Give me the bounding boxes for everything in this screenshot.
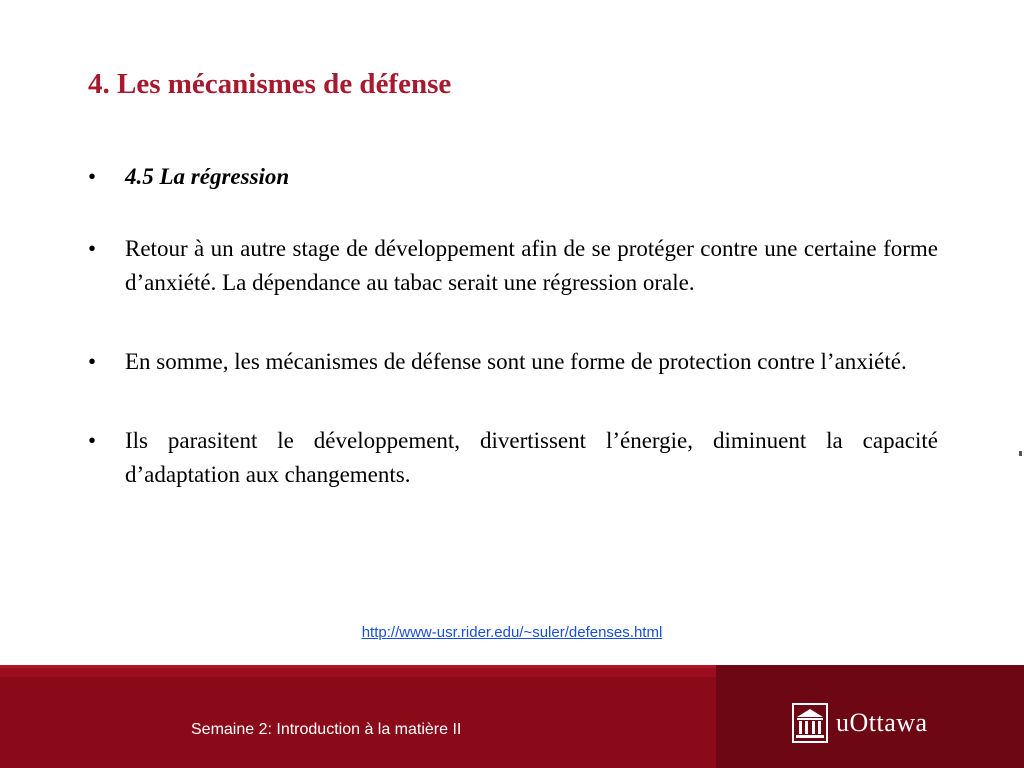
bullet-marker: • — [88, 236, 97, 261]
bullet-item-subtitle — [88, 160, 938, 194]
footer-band — [0, 677, 716, 768]
bullet-marker: • — [88, 349, 97, 374]
bullet-item-summary — [88, 345, 938, 379]
bullet-text: En somme, les mécanismes de défense sont une forme de protection contre l’anxiété. — [125, 349, 907, 374]
source-link[interactable]: http://www-usr.rider.edu/~suler/defenses.html — [361, 624, 663, 641]
slide-title: 4. Les mécanismes de défense — [88, 68, 452, 100]
logo-wordmark: uOttawa — [836, 708, 928, 737]
bullet-item-regression-definition — [88, 232, 938, 300]
bullet-marker: • — [88, 164, 97, 189]
bullet-text: 4.5 La régression — [125, 164, 290, 189]
footer-course-text: Semaine 2: Introduction à la matière II — [191, 721, 462, 738]
edge-mark — [1019, 451, 1022, 456]
university-building-icon — [792, 703, 828, 743]
bullet-list — [88, 160, 938, 492]
bullet-marker: • — [88, 428, 97, 453]
footer — [0, 665, 1024, 768]
footer-logo-panel — [716, 665, 1024, 768]
uottawa-logo — [792, 703, 928, 743]
bullet-text: Retour à un autre stage de développement afin de se protéger contre une certaine forme d’anxiété. La dépendance au tabac serait une régression orale. — [125, 236, 938, 295]
bullet-item-effects — [88, 424, 938, 492]
bullet-text: Ils parasitent le développement, divertissent l’énergie, diminuent la capacité d’adaptation aux changements. — [125, 428, 938, 487]
